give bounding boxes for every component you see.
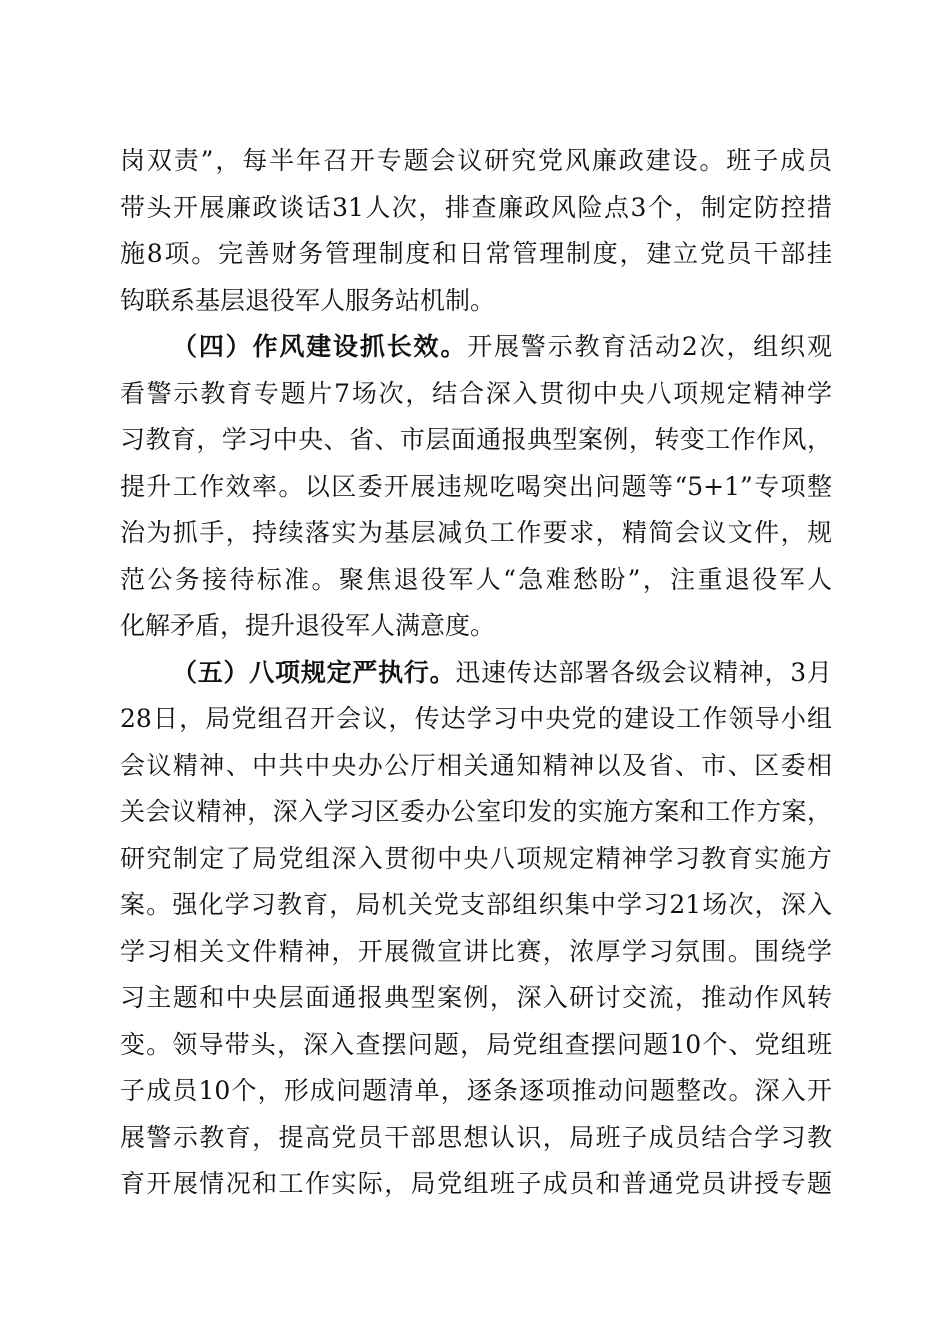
text-line: 学习相关文件精神，开展微宣讲比赛，浓厚学习氛围。围绕学 bbox=[120, 936, 832, 966]
text-line: 看警示教育专题片7场次，结合深入贯彻中央八项规定精神学 bbox=[120, 378, 832, 408]
text-line: 提升工作效率。以区委开展违规吃喝突出问题等“5+1”专项整 bbox=[120, 471, 832, 501]
paragraph bbox=[120, 650, 832, 1208]
text-line: 带头开展廉政谈话31人次，排查廉政风险点3个，制定防控措 bbox=[120, 192, 832, 222]
section-heading: （四）作风建设抓长效。 bbox=[172, 332, 468, 361]
text-line: 28日，局党组召开会议，传达学习中央党的建设工作领导小组 bbox=[120, 704, 832, 733]
text-line: 习教育，学习中央、省、市层面通报典型案例，转变工作作风， bbox=[120, 425, 832, 454]
text-line: 展警示教育，提高党员干部思想认识，局班子成员结合学习教 bbox=[120, 1122, 832, 1152]
text-run: 开展警示教育活动2次，组织观 bbox=[467, 332, 832, 361]
text-line: 治为抓手，持续落实为基层减负工作要求，精简会议文件，规 bbox=[120, 518, 832, 547]
document-body bbox=[120, 138, 832, 1208]
text-line: 化解矛盾，提升退役军人满意度。 bbox=[120, 611, 496, 640]
text-line: 研究制定了局党组深入贯彻中央八项规定精神学习教育实施方 bbox=[120, 843, 832, 873]
text-line: 关会议精神，深入学习区委办公室印发的实施方案和工作方案， bbox=[120, 797, 832, 826]
text-line bbox=[120, 650, 832, 697]
text-line: 钩联系基层退役军人服务站机制。 bbox=[120, 285, 496, 315]
text-line: 变。领导带头，深入查摆问题，局党组查摆问题10个、党组班 bbox=[120, 1029, 832, 1059]
text-line: 会议精神、中共中央办公厅相关通知精神以及省、市、区委相 bbox=[120, 750, 832, 780]
text-line bbox=[120, 324, 832, 371]
text-line: 子成员10个，形成问题清单，逐条逐项推动问题整改。深入开 bbox=[120, 1076, 832, 1105]
text-line: 施8项。完善财务管理制度和日常管理制度，建立党员干部挂 bbox=[120, 239, 832, 268]
paragraph bbox=[120, 324, 832, 650]
text-line: 案。强化学习教育，局机关党支部组织集中学习21场次，深入 bbox=[120, 890, 832, 919]
text-run: 迅速传达部署各级会议精神，3月 bbox=[455, 657, 832, 687]
text-line: 育开展情况和工作实际，局党组班子成员和普通党员讲授专题 bbox=[120, 1169, 832, 1198]
section-heading: （五）八项规定严执行。 bbox=[172, 657, 456, 687]
text-line: 习主题和中央层面通报典型案例，深入研讨交流，推动作风转 bbox=[120, 983, 832, 1012]
text-line: 范公务接待标准。聚焦退役军人“急难愁盼”，注重退役军人 bbox=[120, 564, 832, 594]
paragraph bbox=[120, 138, 832, 324]
text-line: 岗双责”，每半年召开专题会议研究党风廉政建设。班子成员 bbox=[120, 146, 832, 175]
